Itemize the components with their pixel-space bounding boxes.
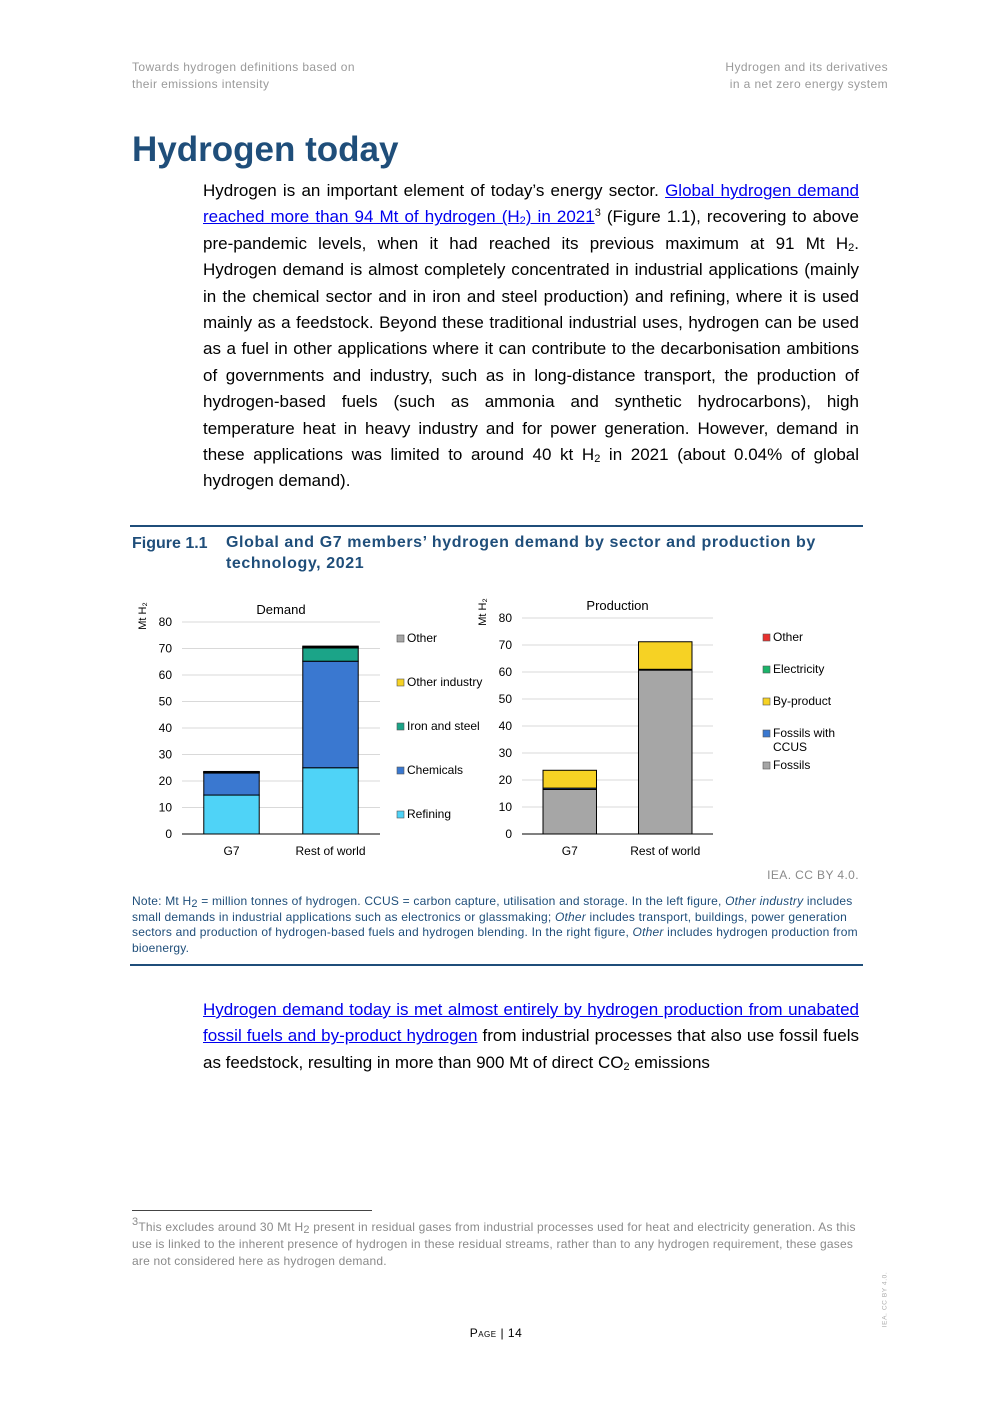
y-tick-label: 40 <box>498 719 512 733</box>
footnote-rule <box>132 1210 372 1211</box>
link-subscript: 2 <box>519 215 526 228</box>
y-tick-label: 0 <box>165 827 172 841</box>
legend-label: Other <box>773 630 804 644</box>
section-title: Hydrogen today <box>132 130 399 169</box>
note-t4: includes hydrogen production from bioenergy. <box>132 925 858 955</box>
demand-paragraph <box>203 997 859 1076</box>
y-tick-label: 30 <box>498 746 512 760</box>
x-tick-label: Rest of world <box>295 844 366 858</box>
bar-segment <box>639 670 692 834</box>
header-left-line1: Towards hydrogen definitions based on <box>132 60 355 74</box>
legend-label: Other industry <box>407 675 483 689</box>
legend-label: CCUS <box>773 740 808 754</box>
page-number: Page | 14 <box>469 1326 523 1340</box>
legend-label: By-product <box>773 694 832 708</box>
bar-segment <box>303 661 358 768</box>
y-tick-label: 20 <box>158 774 172 788</box>
note-t2: includes small demands in industrial applications such as electronics or glassmaking; <box>132 894 853 924</box>
legend-swatch <box>397 723 404 730</box>
y-tick-label: 10 <box>158 800 172 815</box>
figure-note <box>132 894 860 956</box>
x-tick-label: Rest of world <box>630 844 701 858</box>
figure-credit: IEA. CC BY 4.0. <box>767 868 859 882</box>
bar-segment <box>303 648 358 661</box>
note-i1: Other industry <box>725 894 804 908</box>
bar-segment <box>204 773 259 795</box>
header-left-line2: their emissions intensity <box>132 77 270 91</box>
link-text-b: ) in 2021 <box>525 207 595 227</box>
y-tick-label: 70 <box>158 641 172 656</box>
legend-label: Electricity <box>773 662 825 676</box>
y-tick-label: 80 <box>158 615 172 629</box>
bar-segment <box>543 770 596 788</box>
y-tick-label: 50 <box>498 692 512 706</box>
bar-segment <box>543 789 596 834</box>
x-tick-label: G7 <box>223 844 240 858</box>
page-label: Page <box>469 1326 497 1340</box>
footnote-marker[interactable]: 3 <box>594 207 601 220</box>
link-text-a: Global hydrogen demand reached more than 94 Mt of hydrogen (H <box>203 181 859 227</box>
para2-text-a: from industrial processes that also use fossil fuels as feedstock, resulting in more than 900 Mt of direct CO <box>203 1026 859 1072</box>
intro-paragraph <box>203 178 859 495</box>
legend-swatch <box>397 679 404 686</box>
para2-sub-a: 2 <box>623 1060 630 1073</box>
figure-bottom-rule <box>130 964 863 966</box>
footnote-number: 3 <box>132 1216 139 1228</box>
legend-label: Other <box>407 631 438 645</box>
y-tick-label: 20 <box>498 773 512 787</box>
note-t1: = million tonnes of hydrogen. CCUS = carbon capture, utilisation and storage. In the left figure, <box>197 894 726 908</box>
running-header-left <box>132 59 355 93</box>
para1-sub-b: 2 <box>594 453 601 466</box>
legend-label: Fossils with <box>773 726 836 740</box>
y-tick-label: 60 <box>498 665 512 679</box>
footnote-sub: 2 <box>303 1224 310 1236</box>
header-right-line2: in a net zero energy system <box>729 77 888 91</box>
page-number-value: 14 <box>507 1326 523 1340</box>
legend-swatch <box>763 730 770 737</box>
bar-segment <box>204 795 259 834</box>
legend-swatch <box>763 762 770 769</box>
legend-swatch <box>397 635 404 642</box>
note-sub: 2 <box>191 898 198 910</box>
y-tick-label: 60 <box>158 668 172 682</box>
y-tick-label: 50 <box>158 694 172 709</box>
bar-segment <box>303 768 358 834</box>
legend-swatch <box>763 634 770 641</box>
legend-swatch <box>397 811 404 818</box>
figure-label: Figure 1.1 <box>132 535 208 552</box>
legend-swatch <box>763 666 770 673</box>
figure-title: Global and G7 members’ hydrogen demand by sector and production by technology, 2021 <box>226 534 816 572</box>
y-tick-label: 10 <box>498 800 512 814</box>
bar-segment <box>204 771 259 772</box>
running-header-right <box>725 59 888 93</box>
para1-sub-a: 2 <box>848 241 855 254</box>
para1-text-c: in 2021 (about 0.04% of global hydrogen demand). <box>203 445 860 491</box>
legend-label: Refining <box>407 807 452 821</box>
chart-title: Demand <box>256 602 306 617</box>
note-i3: Other <box>632 925 664 939</box>
y-axis-label: Mt H₂ <box>477 598 489 626</box>
y-axis-label: Mt H₂ <box>137 602 149 630</box>
legend-label: Iron and steel <box>407 719 480 733</box>
legend-swatch <box>763 698 770 705</box>
figure-charts <box>130 585 870 865</box>
legend-swatch <box>397 767 404 774</box>
figure-top-rule <box>130 525 863 527</box>
para1-text-a: (Figure 1.1), recovering to above pre-pandemic levels, when it had reached its previous maximum at 91 Mt H <box>203 207 859 253</box>
y-tick-label: 80 <box>498 611 512 625</box>
footnote <box>132 1216 862 1270</box>
y-tick-label: 40 <box>158 721 172 735</box>
para1-lead: Hydrogen is an important element of today’s energy sector. <box>203 181 666 200</box>
para1-text-b: . Hydrogen demand is almost completely concentrated in industrial applications (mainly in the chemical sector and in iron and steel production) and refining, where it is used mainly as a feedstock. Beyond these traditional industrial uses, hydrogen can be used as a fuel in other applications where it can contribute to the decarbonisation ambitions of governments and industry, such as in long-distance transport, the production of hydrogen-based fuels (such as ammonia and synthetic hydrocarbons), high temperature heat in heavy industry and for power generation. However, demand in these applications was limited to around 40 kt H <box>203 233 859 465</box>
legend-label: Fossils <box>773 758 811 772</box>
bar-segment <box>303 646 358 647</box>
x-tick-label: G7 <box>561 844 578 858</box>
y-tick-label: 30 <box>158 747 172 762</box>
bar-segment <box>639 642 692 670</box>
header-right-line1: Hydrogen and its derivatives <box>725 60 888 74</box>
footnote-t2: present in residual gases from industrial processes used for heat and electricity generation. As this use is linked to the inherent presence of hydrogen in these residual streams, rather than to any hydrogen requirement, these gases are not considered here as hydrogen demand. <box>132 1220 856 1268</box>
footnote-t1: This excludes around 30 Mt H <box>138 1220 304 1234</box>
side-credit: IEA. CC BY 4.0. <box>881 1271 889 1328</box>
note-prefix: Note: Mt H <box>132 894 192 908</box>
legend-label: Chemicals <box>407 763 464 777</box>
para2-text-b: emissions <box>629 1052 710 1072</box>
fossil-production-link[interactable]: Hydrogen demand today is met almost entirely by hydrogen production from unabated fossil fuels and by-product hydrogen <box>203 1000 859 1046</box>
note-i2: Other <box>554 909 586 924</box>
note-t3: includes transport, buildings, power generation sectors and production of hydrogen-based fuels and hydrogen blending. In the right figure, <box>132 909 848 939</box>
y-tick-label: 70 <box>498 638 512 652</box>
y-tick-label: 0 <box>505 827 512 841</box>
chart-title: Production <box>586 598 649 613</box>
